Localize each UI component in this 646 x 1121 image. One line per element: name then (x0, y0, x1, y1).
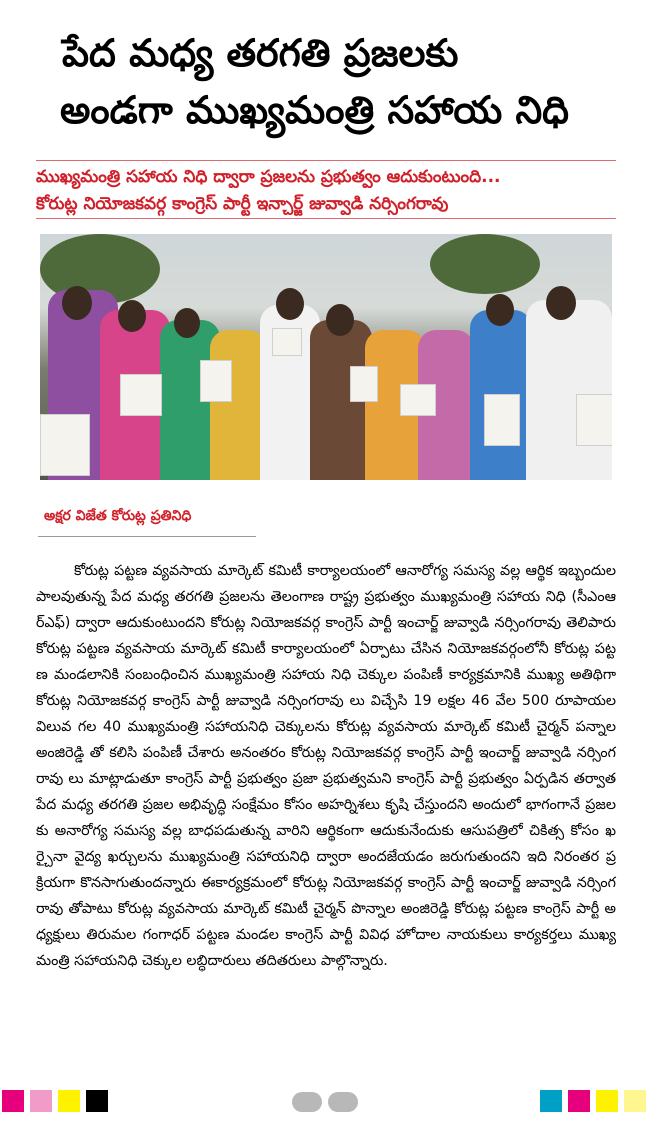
photo-cheque (576, 394, 612, 446)
photo-head (546, 286, 576, 320)
article-body: కోరుట్ల పట్టణ వ్యవసాయ మార్కెట్ కమిటీ కార్యాలయంలో ఆనారోగ్య సమస్య వల్ల ఆర్థిక ఇబ్బందుల పాలవుతున్న పేద మధ్య తరగతి ప్రజలను తెలంగాణ రాష్ట్ర ప్రభుత్వం ముఖ్యమంత్రి సహాయ నిధి (సీఎంఆర్ఎఫ్) ద్వారా ఆదుకుంటుందని కోరుట్ల నియోజకవర్గ కాంగ్రెస్ పార్టీ ఇంచార్జ్ జువ్వాడి నర్సింగరావు తెలిపారు కోరుట్ల పట్టణ వ్యవసాయ మార్కెట్ కమిటీ కార్యాలయంలో ఏర్పాటు చేసిన నియోజకవర్గంలోనీ కోరుట్ల పట్టణ మండలానికి సంబంధించిన ముఖ్యమంత్రి సహాయ నిధి చెక్కుల పంపిణీ కార్యక్రమానికి ముఖ్య అతిథిగా కోరుట్ల నియోజకవర్గ కాంగ్రెస్ పార్టీ జువ్వాడి నర్సింగరావు లు విచ్చేసి 19 లక్షల 46 వేల 500 రూపాయల విలువ గల 40 ముఖ్యమంత్రి సహాయనిధి చెక్కులను కోరుట్ల వ్యవసాయ మార్కెట్ కమిటీ చైర్మన్ పన్నాల అంజిరెడ్డి తో కలిసి పంపిణీ చేశారు అనంతరం కోరుట్ల నియోజకవర్గ కాంగ్రెస్ పార్టీ ఇంచార్జ్ జువ్వాడి నర్సింగరావు లు మాట్లాడుతూ కాంగ్రెస్ పార్టీ ప్రభుత్వం ప్రజా ప్రభుత్వమని కాంగ్రెస్ పార్టీ ప్రభుత్వం ఏర్పడిన తర్వాత పేద మధ్య తరగతి ప్రజల అభివృద్ధి సంక్షేమం కోసం అహర్నిశలు కృషి చేస్తుందని అందులో భాగంగానే ప్రజల కు అనారోగ్య సమస్య వల్ల బాధపడుతున్న వారిని ఆర్థికంగా ఆదుకునేందుకు ఆసుపత్రిలో చికిత్స కోసం ఖర్చైనా వైద్య ఖర్చులను ముఖ్యమంత్రి సహాయనిధి ద్వారా అందజేయడం జరుగుతుందని ఇది నిరంతర ప్రక్రియగా కొనసాగుతుందన్నారు ఈకార్యక్రమంలో కోరుట్ల నియోజకవర్గ కాంగ్రెస్ పార్టీ ఇంచార్జ్ జువ్వాడి నర్సింగరావు తోపాటు కోరుట్ల వ్యవసాయ మార్కెట్ కమిటీ చైర్మన్ పొన్నాల అంజిరెడ్డి కోరుట్ల పట్టణ కాంగ్రెస్ పార్టీ అధ్యక్షులు తిరుమల గంగాధర్ పట్టణ మండల కాంగ్రెస్ పార్టీ వివిధ హోదాల నాయకులు కార్యకర్తలు ముఖ్యమంత్రి సహాయనిధి చెక్కుల లబ్ధిదారులు తదితరులు పాల్గొన్నారు. (36, 563, 616, 969)
color-swatch (624, 1090, 646, 1112)
headline-line-2: అండగా ముఖ్యమంత్రి సహాయ నిధి (60, 88, 569, 132)
color-swatch (30, 1090, 52, 1112)
photo-head (326, 304, 354, 336)
photo-cheque (400, 384, 436, 416)
photo-head (174, 308, 200, 338)
color-swatch (58, 1090, 80, 1112)
page-indicator[interactable] (292, 1092, 360, 1112)
color-swatch (568, 1090, 590, 1112)
subheadline-top-rule (36, 160, 616, 161)
headline-line-1: పేద మధ్య తరగతి ప్రజలకు (62, 31, 459, 75)
subheadline-bottom-rule (36, 218, 616, 219)
photo-cheque (484, 394, 520, 446)
subheadline-line-2: కోరుట్ల నియోజకవర్గ కాంగ్రెస్ పార్టీ ఇన్చార్జ్ జువ్వాడి నర్సింగరావు (36, 194, 449, 214)
photo-cheque (120, 374, 162, 416)
photo-cheque (40, 414, 90, 476)
photo-head (276, 288, 304, 320)
photo-cheque (272, 328, 302, 356)
photo-head (62, 286, 92, 320)
photo-cheque (350, 366, 378, 402)
color-swatch (2, 1090, 24, 1112)
byline-rule (38, 536, 256, 537)
color-swatch (596, 1090, 618, 1112)
page-indicator-dot[interactable] (328, 1092, 358, 1112)
photo-head (486, 294, 514, 326)
photo-person (526, 300, 612, 480)
subheadline-line-1: ముఖ్యమంత్రి సహాయ నిధి ద్వారా ప్రజలను ప్రభుత్వం ఆదుకుంటుంది... (36, 167, 501, 187)
page-indicator-dot[interactable] (292, 1092, 322, 1112)
photo-cheque (200, 360, 232, 402)
photo-tree-right (430, 234, 540, 294)
byline: అక్షర విజేత కోరుట్ల ప్రతినిధి (44, 508, 192, 524)
photo-person (210, 330, 266, 480)
photo-head (118, 300, 146, 332)
news-photo (40, 234, 612, 480)
color-swatch (86, 1090, 108, 1112)
color-swatch (540, 1090, 562, 1112)
